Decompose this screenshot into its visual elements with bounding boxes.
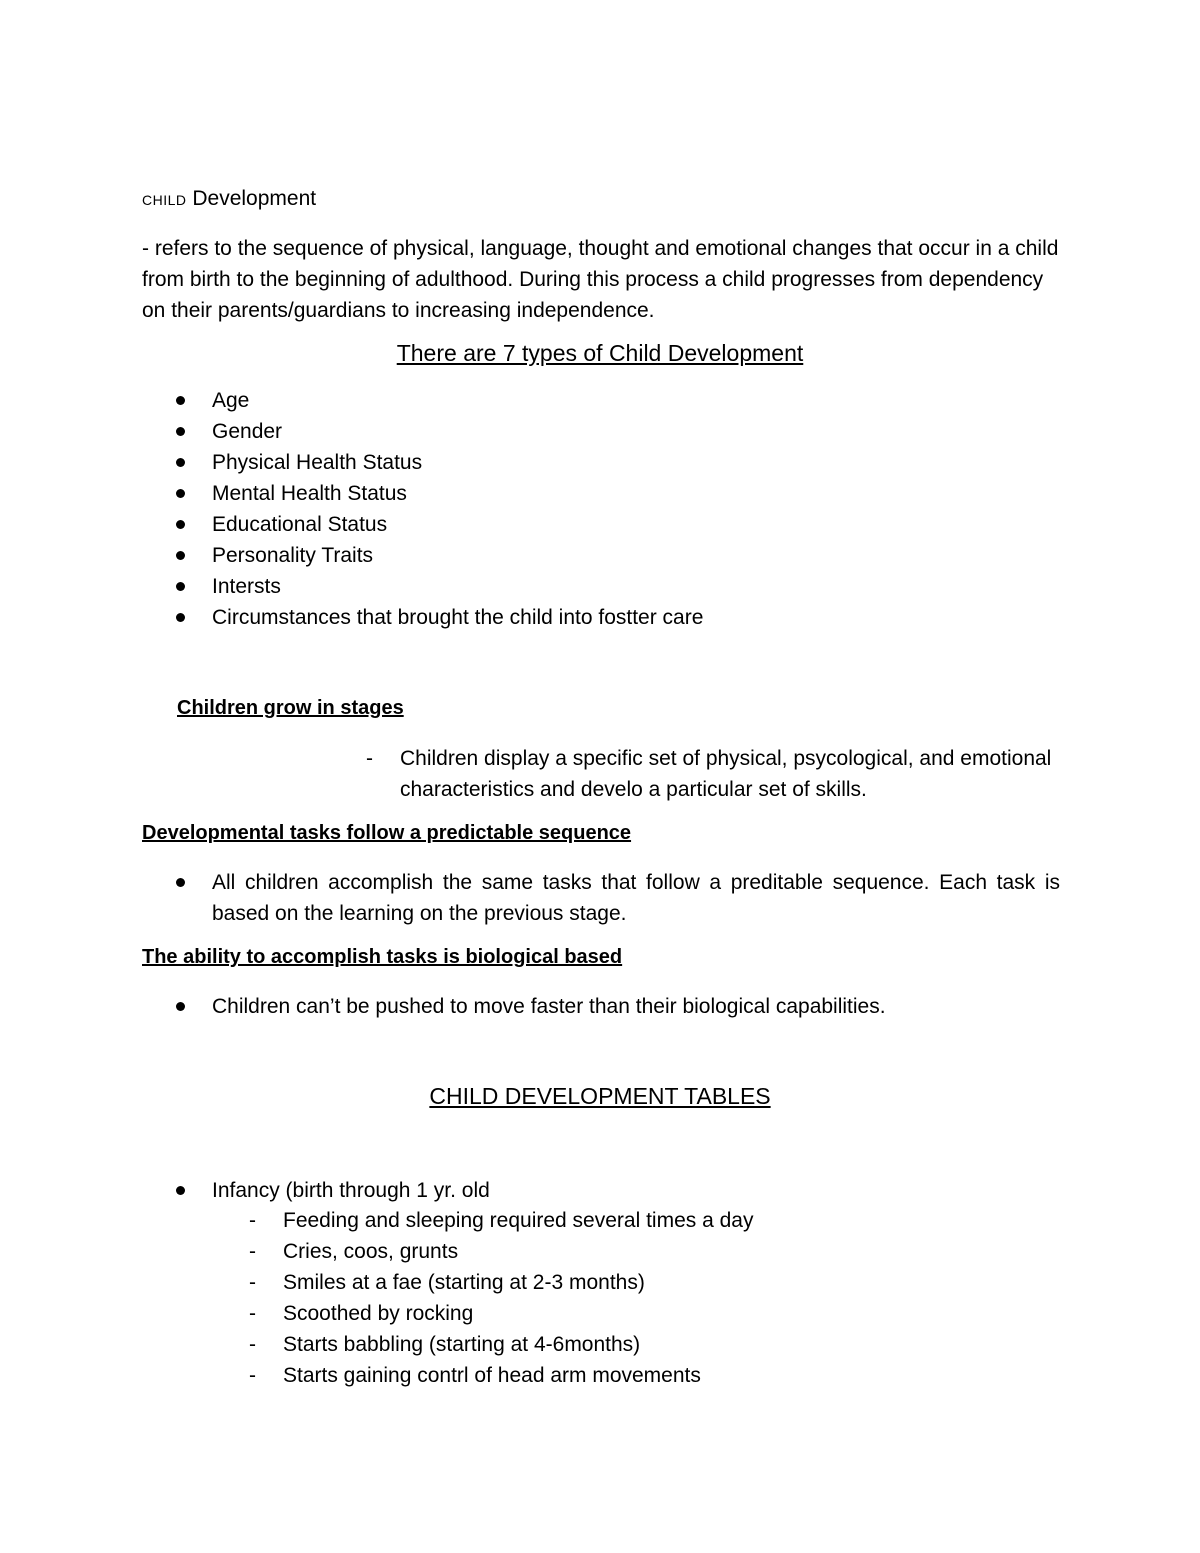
type-item: Circumstances that brought the child into fostter care — [142, 602, 703, 633]
types-heading: There are 7 types of Child Development — [396, 340, 804, 366]
tables-heading: CHILD DEVELOPMENT TABLES — [429, 1083, 771, 1109]
infancy-item: - Cries, coos, grunts — [246, 1236, 753, 1267]
title-prefix: CHILD — [142, 192, 187, 208]
document-title — [142, 187, 316, 211]
infancy-item: - Starts babbling (starting at 4-6months) — [246, 1329, 753, 1360]
infancy-item: - Starts gaining contrl of head arm movements — [246, 1360, 753, 1391]
title-rest: Development — [192, 187, 317, 210]
biological-heading: The ability to accomplish tasks is biological based — [142, 946, 623, 968]
stages-heading: Children grow in stages — [177, 697, 404, 719]
sequence-heading: Developmental tasks follow a predictable sequence — [142, 822, 632, 844]
infancy-item: - Scoothed by rocking — [246, 1298, 753, 1329]
infancy-list — [142, 1175, 490, 1206]
infancy-label: Infancy (birth through 1 yr. old — [142, 1175, 490, 1206]
type-item: Physical Health Status — [142, 447, 703, 478]
sequence-point: All children accomplish the same tasks that follow a preditable sequence. Each task is based on the learning on the previous stage. — [142, 867, 1060, 929]
type-item: Age — [142, 385, 703, 416]
biological-list — [142, 991, 886, 1022]
type-item: Personality Traits — [142, 540, 703, 571]
biological-point: Children can’t be pushed to move faster than their biological capabilities. — [142, 991, 886, 1022]
stages-point: - Children display a specific set of physical, psycological, and emotional characteristics and develo a particular set of skills. — [363, 743, 1063, 805]
type-item: Intersts — [142, 571, 703, 602]
sequence-list — [142, 867, 1060, 929]
stages-list — [363, 743, 1063, 805]
type-item: Mental Health Status — [142, 478, 703, 509]
types-list — [142, 385, 703, 633]
type-item: Educational Status — [142, 509, 703, 540]
infancy-items — [246, 1205, 753, 1391]
definition-paragraph: - refers to the sequence of physical, language, thought and emotional changes that occur in a child from birth to the beginning of adulthood. During this process a child progresses from dependency on their parents/guardians to increasing independence. — [142, 237, 1059, 322]
type-item: Gender — [142, 416, 703, 447]
infancy-item: - Feeding and sleeping required several times a day — [246, 1205, 753, 1236]
infancy-item: - Smiles at a fae (starting at 2-3 months) — [246, 1267, 753, 1298]
